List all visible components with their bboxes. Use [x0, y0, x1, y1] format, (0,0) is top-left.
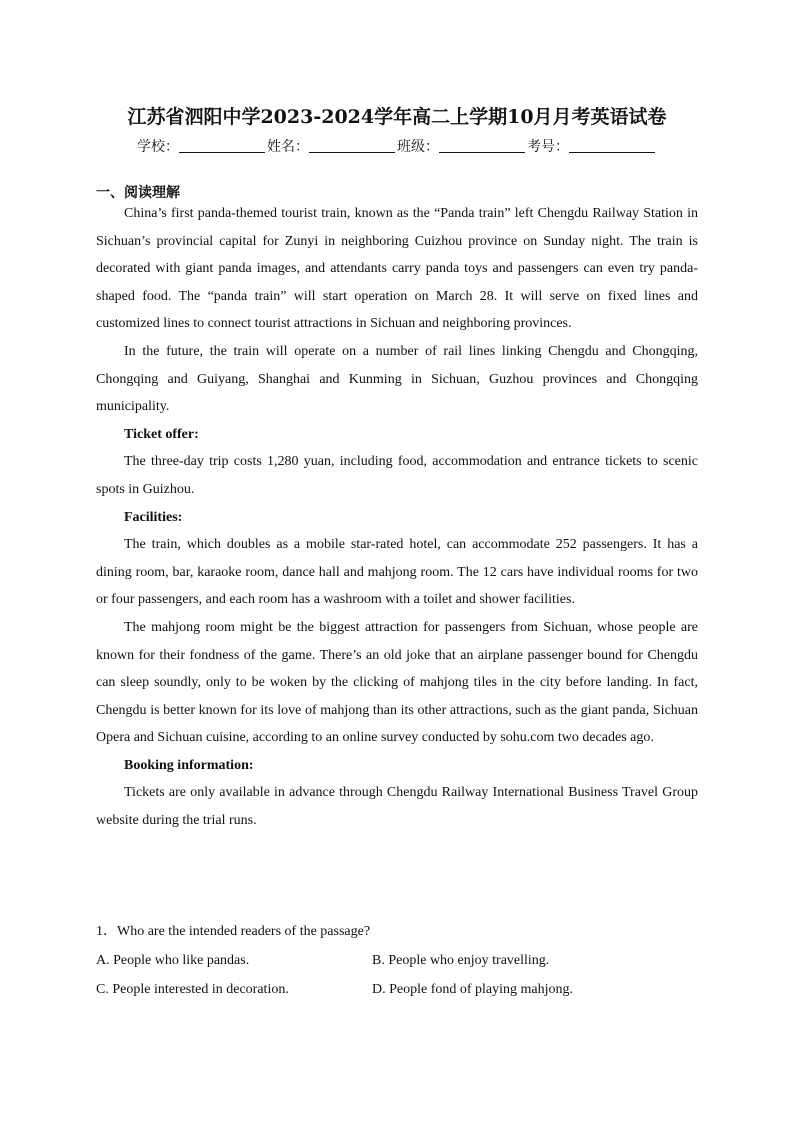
- passage-subheading: Ticket offer:: [124, 426, 199, 442]
- passage-paragraph: The mahjong room might be the biggest attraction for passengers from Sichuan, whose people are known for their fondness of the game. There’s an old joke that an airplane passenger bound for Chengdu can sleep soundly, only to be woken by the clicking of mahjong tiles in the city before landing. In fact, Chengdu is better known for its love of mahjong than its other attractions, such as the giant panda, Sichuan Opera and Sichuan cuisine, according to an online survey conducted by sohu.com two decades ago.: [96, 619, 698, 746]
- name-field: [267, 136, 397, 156]
- question-1: [96, 918, 698, 1003]
- name-label: 姓名：: [267, 139, 309, 155]
- passage-paragraph: The three-day trip costs 1,280 yuan, including food, accommodation and entrance tickets to scenic spots in Guizhou.: [96, 454, 698, 497]
- exam-number-label: 考号：: [527, 139, 569, 155]
- exam-number-field: [527, 136, 657, 156]
- passage-paragraph: China’s first panda-themed tourist train, known as the “Panda train” left Chengdu Railway Station in Sichuan’s provincial capital for Zunyi in neighboring Cuizhou province on Sunday night. The train is decorated with giant panda images, and attendants carry panda toys and passengers can even try panda-shaped food. The “panda train” will start operation on March 28. It will serve on fixed lines and customized lines to connect tourist attractions in Sichuan and neighboring provinces.: [96, 206, 698, 332]
- school-field: [137, 136, 267, 156]
- passage-paragraph: In the future, the train will operate on a number of rail lines linking Chengdu and Chongqing, Chongqing and Guiyang, Shanghai and Kunming in Sichuan, Guzhou provinces and Chongqing municipality.: [96, 343, 698, 415]
- passage-subheading: Booking information:: [124, 757, 254, 773]
- passage-paragraph: The train, which doubles as a mobile star-rated hotel, can accommodate 252 passengers. It has a dining room, bar, karaoke room, dance hall and mahjong room. The 12 cars have individual rooms for two or four passengers, and each room has a washroom with a toilet and shower facilities.: [96, 537, 698, 608]
- option-a[interactable]: A. People who like pandas.: [96, 952, 250, 968]
- class-label: 班级：: [397, 139, 439, 155]
- exam-number-blank[interactable]: [569, 138, 655, 153]
- option-c[interactable]: C. People interested in decoration.: [96, 981, 289, 997]
- answer-options: [96, 947, 698, 1003]
- class-field: [397, 136, 527, 156]
- name-blank[interactable]: [309, 138, 395, 153]
- option-d[interactable]: D. People fond of playing mahjong.: [372, 981, 574, 997]
- student-info-line: [0, 136, 794, 156]
- class-blank[interactable]: [439, 138, 525, 153]
- passage-paragraph: Tickets are only available in advance through Chengdu Railway International Business Travel Group website during the trial runs.: [96, 785, 698, 829]
- school-blank[interactable]: [179, 138, 265, 153]
- school-label: 学校：: [137, 139, 179, 155]
- question-stem: 1．Who are the intended readers of the passage?: [96, 924, 371, 939]
- exam-title: 江苏省泗阳中学2023-2024学年高二上学期10月月考英语试卷: [127, 106, 667, 128]
- passage-subheading: Facilities:: [124, 509, 183, 525]
- section-heading: 一、阅读理解: [96, 185, 180, 201]
- option-b[interactable]: B. People who enjoy travelling.: [372, 952, 550, 968]
- reading-passage: [96, 200, 698, 835]
